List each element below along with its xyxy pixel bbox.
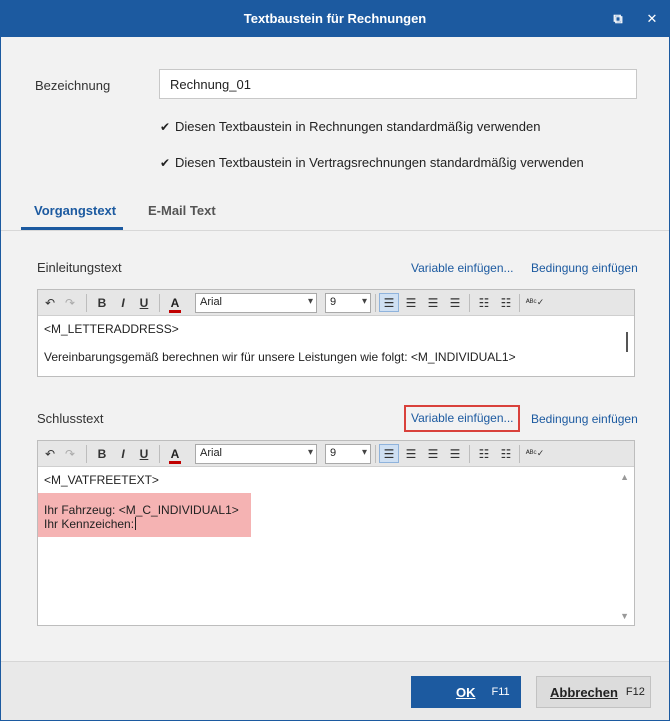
- bold-icon[interactable]: B: [97, 295, 107, 310]
- ok-button-label: OK: [456, 684, 476, 700]
- schluss-variable-link[interactable]: Variable einfügen...: [411, 411, 514, 425]
- einleitungstext-title: Einleitungstext: [37, 260, 122, 275]
- redo-icon[interactable]: ↷: [64, 446, 76, 461]
- font-size-select[interactable]: [325, 293, 371, 313]
- font-family-value: Arial: [200, 296, 223, 308]
- einleitung-line-2: Vereinbarungsgemäß berechnen wir für unsere Leistungen wie folgt: <M_INDIVIDUAL1>: [44, 350, 516, 364]
- toolbar-separator: [519, 445, 520, 463]
- checkbox-rechnungen[interactable]: [159, 119, 540, 134]
- schluss-line-2: Ihr Fahrzeug: <M_C_INDIVIDUAL1>: [44, 503, 239, 517]
- scroll-down-icon[interactable]: ▼: [620, 611, 629, 621]
- chevron-down-icon: ▾: [361, 447, 367, 458]
- underline-icon[interactable]: U: [139, 446, 149, 461]
- einleitung-variable-link[interactable]: Variable einfügen...: [411, 261, 514, 275]
- schluss-editor: [37, 440, 635, 626]
- checkbox-vertragsrechnungen[interactable]: [159, 155, 584, 170]
- align-center-icon[interactable]: ☰: [405, 295, 417, 310]
- einleitung-toolbar: [38, 290, 634, 316]
- redo-icon[interactable]: ↷: [64, 295, 76, 310]
- toolbar-separator: [375, 294, 376, 312]
- font-color-icon[interactable]: A: [170, 295, 180, 310]
- schluss-line-1: <M_VATFREETEXT>: [44, 473, 159, 487]
- align-center-icon[interactable]: ☰: [405, 446, 417, 461]
- schluss-line-3-text: Ihr Kennzeichen:: [44, 517, 135, 531]
- einleitung-condition-link[interactable]: Bedingung einfügen: [531, 261, 638, 275]
- text-caret: [135, 517, 136, 530]
- window-title: Textbaustein für Rechnungen: [243, 11, 427, 26]
- toolbar-separator: [469, 294, 470, 312]
- italic-icon[interactable]: I: [121, 295, 125, 310]
- close-icon[interactable]: ✕: [646, 11, 658, 26]
- toolbar-separator: [375, 445, 376, 463]
- scrollbar-thumb[interactable]: [626, 332, 628, 352]
- numbered-list-icon[interactable]: ☷: [500, 446, 512, 461]
- cancel-button-label: Abbrechen: [550, 684, 618, 700]
- cancel-button-shortcut: F12: [625, 686, 645, 698]
- align-justify-icon[interactable]: ☰: [449, 295, 461, 310]
- schlusstext-title: Schlusstext: [37, 411, 104, 426]
- spellcheck-icon[interactable]: ᴬᴮᶜ✓: [525, 448, 545, 458]
- underline-icon[interactable]: U: [139, 295, 149, 310]
- chevron-down-icon: ▾: [307, 296, 313, 307]
- scroll-up-icon[interactable]: ▲: [620, 472, 629, 482]
- align-justify-icon[interactable]: ☰: [449, 446, 461, 461]
- bezeichnung-label: Bezeichnung: [35, 78, 111, 93]
- ok-button[interactable]: [411, 676, 521, 708]
- cancel-button[interactable]: [536, 676, 651, 708]
- toolbar-separator: [159, 445, 160, 463]
- font-size-select[interactable]: [325, 444, 371, 464]
- einleitung-editor: [37, 289, 635, 377]
- font-size-value: 9: [330, 447, 337, 459]
- chevron-down-icon: ▾: [307, 447, 313, 458]
- toolbar-separator: [159, 294, 160, 312]
- tab-vorgangstext[interactable]: Vorgangstext: [34, 203, 117, 218]
- popout-icon[interactable]: ⧉: [613, 11, 623, 26]
- undo-icon[interactable]: ↶: [44, 295, 56, 310]
- schluss-toolbar: [38, 441, 634, 467]
- italic-icon[interactable]: I: [121, 446, 125, 461]
- bezeichnung-input[interactable]: Rechnung_01: [159, 69, 637, 99]
- schluss-text-area[interactable]: [38, 467, 634, 625]
- ok-button-shortcut: F11: [491, 686, 510, 698]
- dialog-footer: [1, 661, 669, 720]
- font-color-icon[interactable]: A: [170, 446, 180, 461]
- toolbar-separator: [86, 294, 87, 312]
- font-family-select[interactable]: [195, 444, 317, 464]
- title-bar: [1, 1, 669, 37]
- toolbar-separator: [519, 294, 520, 312]
- chevron-down-icon: ▾: [361, 296, 367, 307]
- align-right-icon[interactable]: ☰: [427, 446, 439, 461]
- bullet-list-icon[interactable]: ☷: [478, 446, 490, 461]
- font-family-value: Arial: [200, 447, 223, 459]
- checkbox-rechnungen-label: Diesen Textbaustein in Rechnungen standardmäßig verwenden: [175, 119, 541, 134]
- einleitung-line-1: <M_LETTERADDRESS>: [44, 322, 179, 336]
- align-left-icon[interactable]: ☰: [379, 293, 399, 312]
- numbered-list-icon[interactable]: ☷: [500, 295, 512, 310]
- checkbox-vertragsrechnungen-label: Diesen Textbaustein in Vertragsrechnungen standardmäßig verwenden: [175, 155, 584, 170]
- spellcheck-icon[interactable]: ᴬᴮᶜ✓: [525, 297, 545, 307]
- schluss-condition-link[interactable]: Bedingung einfügen: [531, 412, 638, 426]
- checkmark-icon[interactable]: ✔: [159, 119, 171, 134]
- schluss-line-3: [44, 517, 628, 531]
- font-size-value: 9: [330, 296, 337, 308]
- einleitung-text-area[interactable]: [38, 316, 634, 376]
- align-left-icon[interactable]: ☰: [379, 444, 399, 463]
- toolbar-separator: [86, 445, 87, 463]
- bold-icon[interactable]: B: [97, 446, 107, 461]
- undo-icon[interactable]: ↶: [44, 446, 56, 461]
- align-right-icon[interactable]: ☰: [427, 295, 439, 310]
- bullet-list-icon[interactable]: ☷: [478, 295, 490, 310]
- toolbar-separator: [469, 445, 470, 463]
- tab-email-text[interactable]: E-Mail Text: [148, 203, 216, 218]
- callout-frame: [404, 405, 520, 432]
- checkmark-icon[interactable]: ✔: [159, 155, 171, 170]
- font-family-select[interactable]: [195, 293, 317, 313]
